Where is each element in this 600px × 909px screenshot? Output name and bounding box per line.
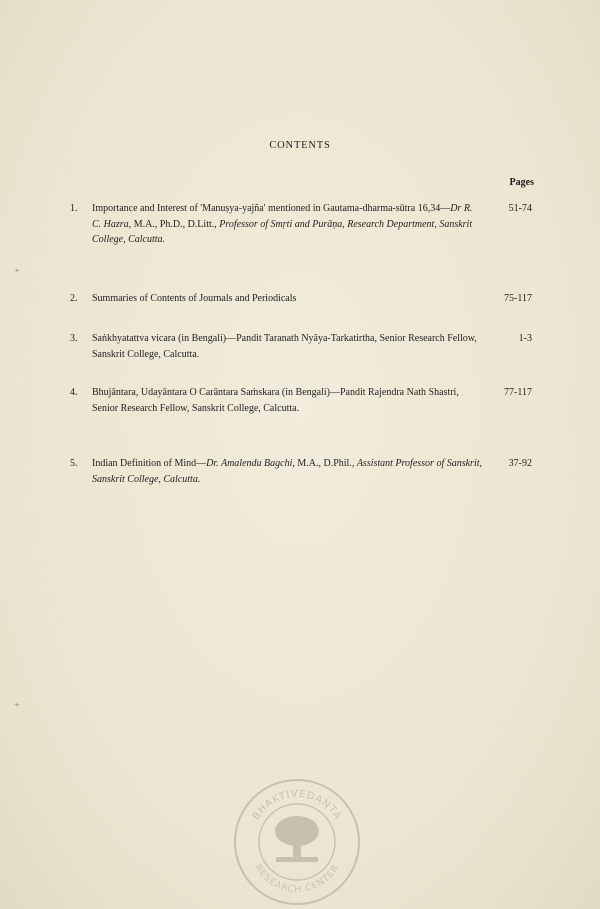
entry-title: Importance and Interest of 'Manuṣya-yajña' mentioned in Gautama-dharma-sūtra 16,34— — [92, 203, 451, 214]
contents-title: CONTENTS — [269, 140, 331, 151]
entry-author: Dr R. C. Hazra, — [92, 203, 473, 230]
entry-pages: 51-74 — [508, 203, 532, 214]
pages-column-header: Pages — [509, 177, 534, 188]
tree-icon — [275, 816, 319, 862]
entry-title: Saṅkhyatattva vicara (in Bengali)—Pandit Taranath Nyāya-Tarkatirtha, Senior Research Fellow, Sanskrit College, Calcutta. — [92, 333, 477, 360]
entry-affiliation: Professor of Smṛti and Purāṇa, Research Department, Sanskrit College, Calcutta. — [92, 218, 473, 246]
entry-number: 4. — [70, 387, 78, 398]
entry-text — [92, 456, 482, 487]
entry-number: 2. — [70, 293, 78, 304]
margin-mark: ⁺ — [14, 267, 20, 279]
entry-pages: 1-3 — [518, 333, 532, 344]
margin-mark: ⁺ — [14, 701, 20, 713]
entry-text — [92, 291, 482, 307]
entry-pages: 37-92 — [508, 458, 532, 469]
entry-degrees: M.A., Ph.D., D.Litt., — [131, 218, 220, 230]
entry-text — [92, 331, 482, 362]
entry-text — [92, 385, 482, 416]
entry-pages: 75-117 — [504, 293, 532, 304]
entry-affiliation: Assistant Professor of Sanskrit, Sanskrit College, Calcutta. — [92, 458, 483, 485]
entry-number: 5. — [70, 458, 78, 469]
entry-title: Indian Definition of Mind— — [92, 458, 207, 469]
entry-number: 3. — [70, 333, 78, 344]
entry-degrees: M.A., D.Phil., — [294, 458, 357, 469]
entry-title: Summaries of Contents of Journals and Periodicals — [92, 293, 297, 304]
entry-author: Dr. Amalendu Bagchi, — [206, 458, 295, 469]
seal-top-text: BHAKTIVEDANTA — [250, 788, 344, 823]
entry-text — [92, 201, 482, 248]
watermark-seal — [232, 777, 362, 907]
entry-number: 1. — [70, 203, 78, 214]
entry-title: Bhujāntara, Udayāntara O Carāntara Saṁskara (in Bengali)—Pandit Rajendra Nath Shastri, Senior Research Fellow, Sanskrit College, Calcutta. — [92, 387, 459, 414]
seal-bottom-text: RESEARCH CENTER — [252, 863, 342, 896]
entry-pages: 77-117 — [504, 387, 532, 398]
